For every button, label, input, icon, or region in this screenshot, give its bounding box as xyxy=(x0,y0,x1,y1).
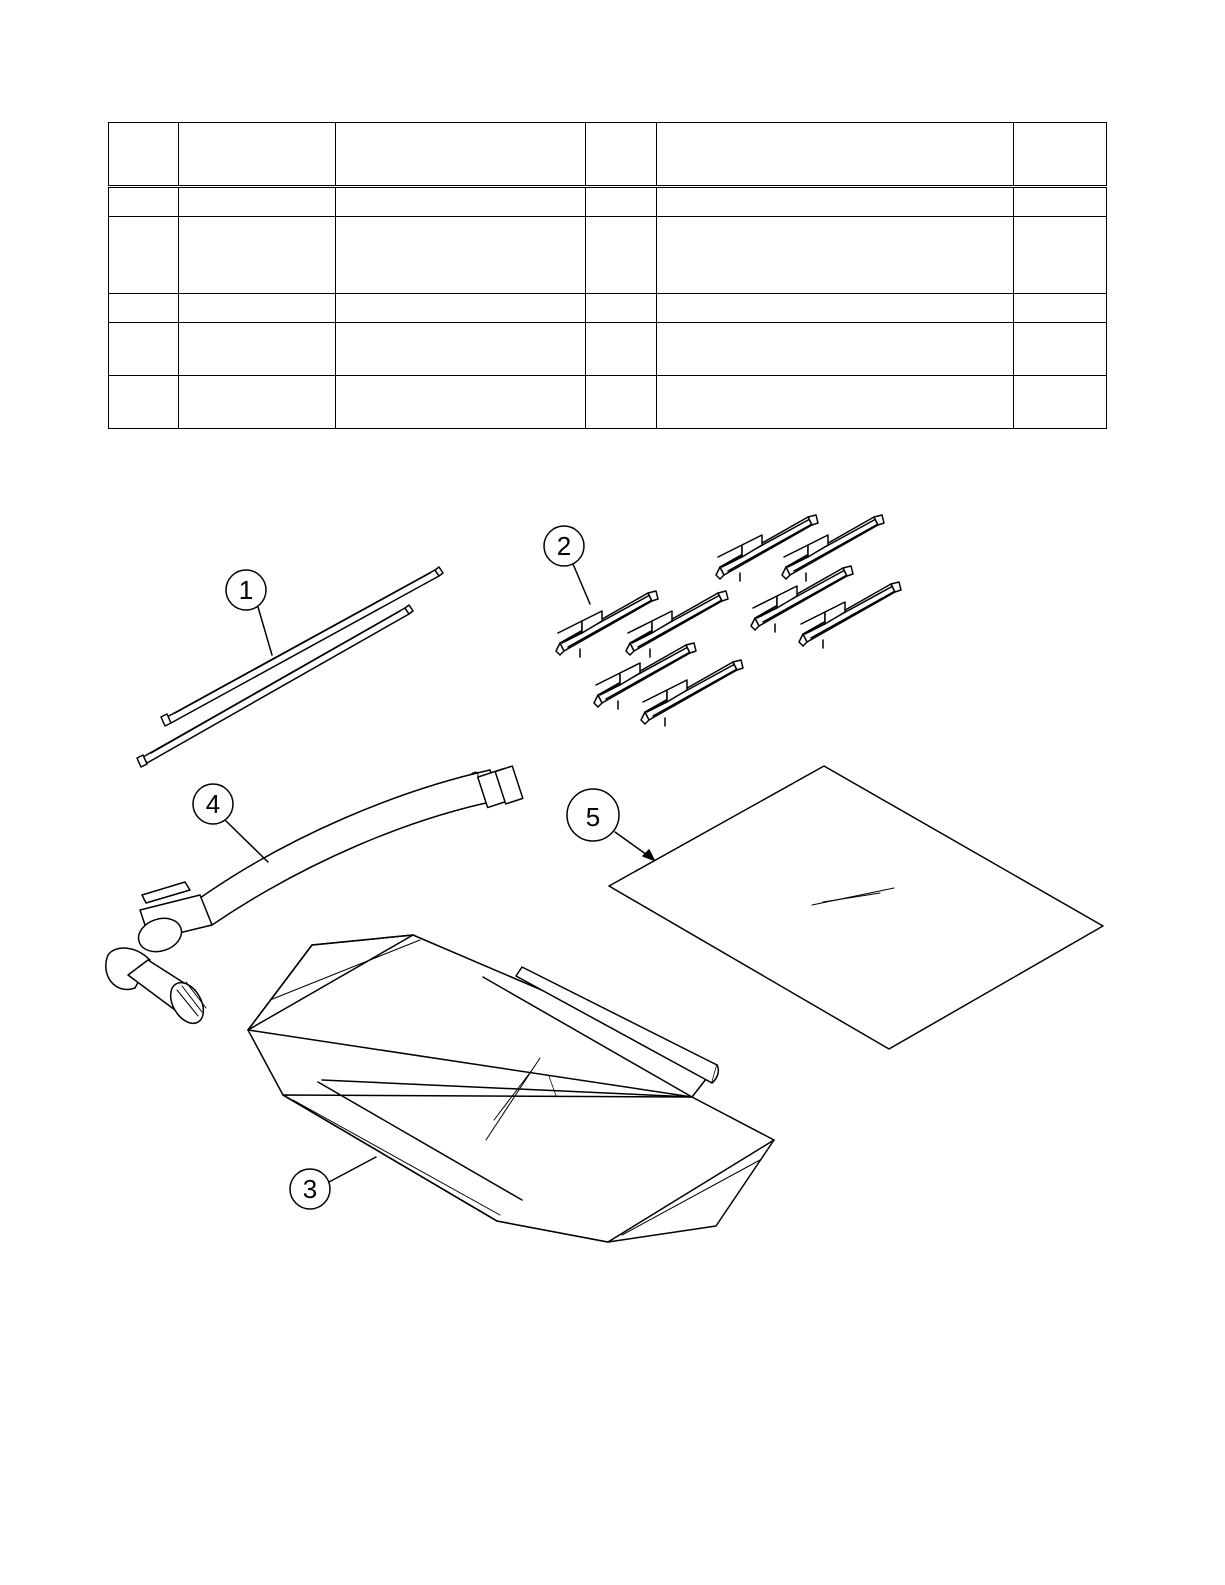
callout-3 xyxy=(290,1157,376,1209)
callout-number: 3 xyxy=(302,1174,318,1204)
table-cell xyxy=(336,376,586,429)
table-cell xyxy=(657,294,1014,323)
table-row xyxy=(109,217,1107,294)
table-cell xyxy=(657,123,1014,187)
table-row xyxy=(109,376,1107,429)
table-cell xyxy=(179,376,336,429)
table-cell xyxy=(1014,323,1107,376)
callout-4 xyxy=(193,784,268,862)
table-cell xyxy=(109,294,179,323)
callout-number: 1 xyxy=(238,575,254,605)
callout-number: 4 xyxy=(205,789,221,819)
channel-strips-drawing xyxy=(556,515,901,726)
table-cell xyxy=(179,323,336,376)
table-cell xyxy=(336,294,586,323)
table-cell xyxy=(179,187,336,217)
table-cell xyxy=(109,376,179,429)
table-cell xyxy=(336,323,586,376)
table-cell xyxy=(586,217,657,294)
table-cell xyxy=(109,187,179,217)
callout-number: 2 xyxy=(556,531,572,561)
table-cell xyxy=(1014,217,1107,294)
table-cell xyxy=(657,323,1014,376)
table-cell xyxy=(1014,187,1107,217)
table-cell xyxy=(657,187,1014,217)
callout-1 xyxy=(226,570,272,655)
table-cell xyxy=(336,217,586,294)
table-header-row xyxy=(109,123,1107,187)
table-cell xyxy=(586,123,657,187)
table-cell xyxy=(179,294,336,323)
table-row xyxy=(109,187,1107,217)
callout-2 xyxy=(544,526,590,604)
table-cell xyxy=(109,123,179,187)
table-cell xyxy=(586,376,657,429)
table-cell xyxy=(1014,123,1107,187)
table-cell xyxy=(586,294,657,323)
table-cell xyxy=(1014,294,1107,323)
table-cell xyxy=(109,217,179,294)
parts-illustration xyxy=(0,440,1225,1260)
table-cell xyxy=(657,217,1014,294)
callout-5 xyxy=(567,789,654,860)
table-cell xyxy=(109,323,179,376)
callout-number: 5 xyxy=(585,802,601,832)
table-row xyxy=(109,323,1107,376)
table-cell xyxy=(179,217,336,294)
table-cell xyxy=(336,187,586,217)
table-cell xyxy=(1014,376,1107,429)
table-cell xyxy=(179,123,336,187)
table-cell xyxy=(657,376,1014,429)
flat-sheet-drawing xyxy=(609,766,1103,1049)
parts-table xyxy=(108,122,1107,429)
table-cell xyxy=(336,123,586,187)
table-cell xyxy=(586,323,657,376)
table-row xyxy=(109,294,1107,323)
rod-pair-drawing xyxy=(137,567,443,767)
table-cell xyxy=(586,187,657,217)
